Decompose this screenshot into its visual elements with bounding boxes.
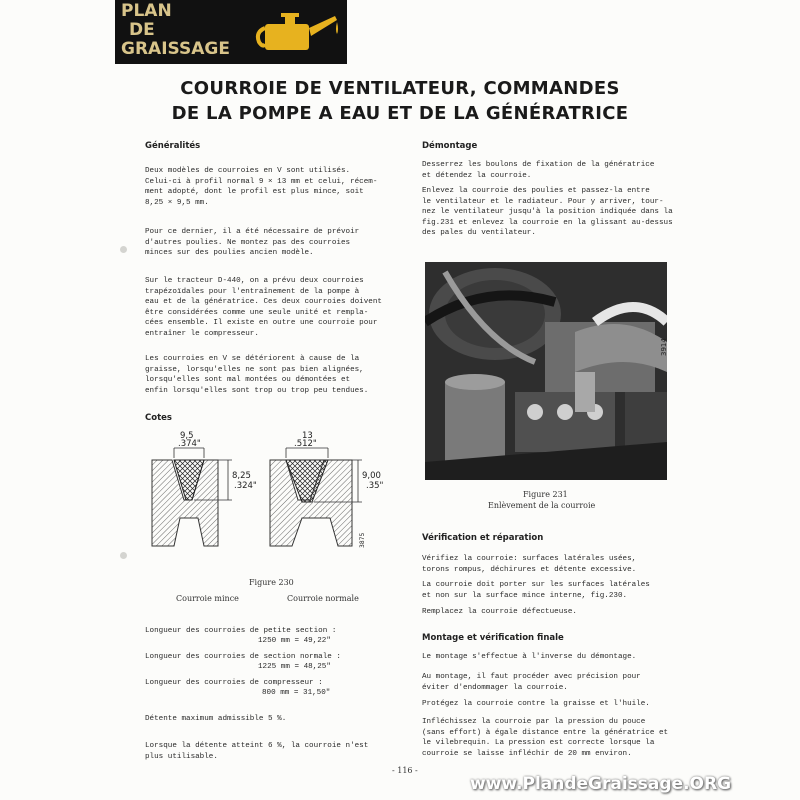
- logo-text: [121, 2, 251, 59]
- logo-line-2: DE: [129, 20, 155, 40]
- figure-230-caption: Figure 230: [249, 578, 294, 587]
- paragraph: La courroie doit porter sur les surfaces latérales et non sur la surface mince interne, fig.230.: [422, 581, 650, 600]
- paragraph: Vérifiez la courroie: surfaces latérales usées, torons rompus, déchirures et détente excessive.: [422, 555, 637, 574]
- figure-230-label-normal: Courroie normale: [287, 594, 359, 603]
- oil-can-icon: [255, 4, 343, 62]
- paragraph: Pour ce dernier, il a été nécessaire de prévoir d'autres poulies. Ne montez pas des courroies minces sur des poulies ancien modèle.: [145, 228, 360, 258]
- length-value: 1250 mm = 49,22": [258, 637, 331, 645]
- paragraph: Desserrez les boulons de fixation de la génératrice et détendez la courroie.: [422, 161, 655, 180]
- dim-normal-height-in: .35": [366, 481, 384, 491]
- normal-pulley-section: [270, 431, 384, 548]
- figure-231-subcaption: Enlèvement de la courroie: [488, 501, 596, 510]
- paragraph: Infléchissez la courroie par la pression du pouce (sans effort) à égale distance entre la génératrice et le vilebrequin. La pression est correcte lorsque la courroie se laisse infléchir de 20 mm environ.: [422, 718, 669, 758]
- dim-thin-height: 8,25: [232, 471, 251, 481]
- length-label: Longueur des courroies de petite section :: [145, 627, 337, 635]
- page-title: [150, 76, 650, 126]
- page-number: - 116 -: [392, 766, 418, 775]
- max-slack: Détente maximum admissible 5 %.: [145, 715, 287, 723]
- paragraph: Au montage, il faut procéder avec précision pour éviter d'endommager la courroie.: [422, 673, 641, 692]
- length-label: Longueur des courroies de section normale :: [145, 653, 341, 661]
- slack-limit: Lorsque la détente atteint 6 %, la courroie n'est plus utilisable.: [145, 742, 369, 761]
- thin-pulley-section: [152, 431, 257, 546]
- paragraph: Deux modèles de courroies en V sont utilisés. Celui-ci à profil normal 9 × 13 mm et celui, récem- ment adopté, dont le profil est plus mince, soit 8,25 × 9,5 mm.: [145, 167, 378, 207]
- length-value: 1225 mm = 48,25": [258, 663, 331, 671]
- figure-230-label-thin: Courroie mince: [176, 594, 239, 603]
- length-value: 800 mm = 31,50": [262, 689, 331, 697]
- logo-line-3: GRAISSAGE: [121, 39, 230, 59]
- paragraph: Enlevez la courroie des poulies et passez-la entre le ventilateur et le radiateur. Pour y arriver, tour- nez le ventilateur jusqu'à la position indiquée dans la fig.231 et enlevez la courroie en la glissant au-dessus des pales du ventilateur.: [422, 187, 673, 238]
- title-line-1: COURROIE DE VENTILATEUR, COMMANDES: [180, 78, 620, 99]
- paragraph: Le montage s'effectue à l'inverse du démontage.: [422, 653, 637, 661]
- paragraph: Les courroies en V se détériorent à cause de la graisse, lorsqu'elles ne sont pas bien alignées, lorsqu'elles sont mal montées ou démontées et enfin lorsqu'elles sont trop ou trop peu tendues.: [145, 355, 369, 395]
- paragraph: Remplacez la courroie défectueuse.: [422, 608, 577, 616]
- figure-code: 3875: [359, 532, 366, 548]
- dim-normal-width-in: .512": [294, 439, 317, 449]
- logo: [115, 0, 347, 64]
- heading-cotes: Cotes: [145, 413, 172, 423]
- punch-hole: [120, 552, 127, 559]
- logo-line-1: PLAN: [121, 1, 172, 21]
- length-label: Longueur des courroies de compresseur :: [145, 679, 323, 687]
- heading-generalites: Généralités: [145, 141, 201, 151]
- engine-photo: [425, 262, 667, 480]
- figure-230: [140, 426, 410, 576]
- heading-montage: Montage et vérification finale: [422, 633, 564, 643]
- paragraph: Sur le tracteur D-440, on a prévu deux courroies trapézoïdales pour l'entraînement de la pompe à eau et de la génératrice. Ces deux courroies doivent être considérées comme une seule unité et rempla- cées ensemble. Il existe en outre une courroie pour entraîner le compresseur.: [145, 277, 382, 338]
- dim-thin-height-in: .324": [234, 481, 257, 491]
- watermark: www.PlandeGraissage.ORG: [470, 774, 732, 794]
- dim-normal-height: 9,00: [362, 471, 381, 481]
- heading-demontage: Démontage: [422, 141, 478, 151]
- title-line-2: DE LA POMPE A EAU ET DE LA GÉNÉRATRICE: [171, 103, 629, 124]
- heading-verification: Vérification et réparation: [422, 533, 544, 543]
- punch-hole: [120, 246, 127, 253]
- engine-photo-illustration: [425, 262, 667, 480]
- dim-thin-width-in: .374": [178, 439, 201, 449]
- dim-normal-width: 13: [302, 431, 313, 441]
- paragraph: Protégez la courroie contre la graisse et l'huile.: [422, 700, 650, 708]
- belt-profiles-diagram: [140, 426, 410, 576]
- dim-thin-width: 9,5: [180, 431, 194, 441]
- photo-code: 3914: [660, 338, 668, 356]
- figure-231-caption: Figure 231: [523, 490, 568, 499]
